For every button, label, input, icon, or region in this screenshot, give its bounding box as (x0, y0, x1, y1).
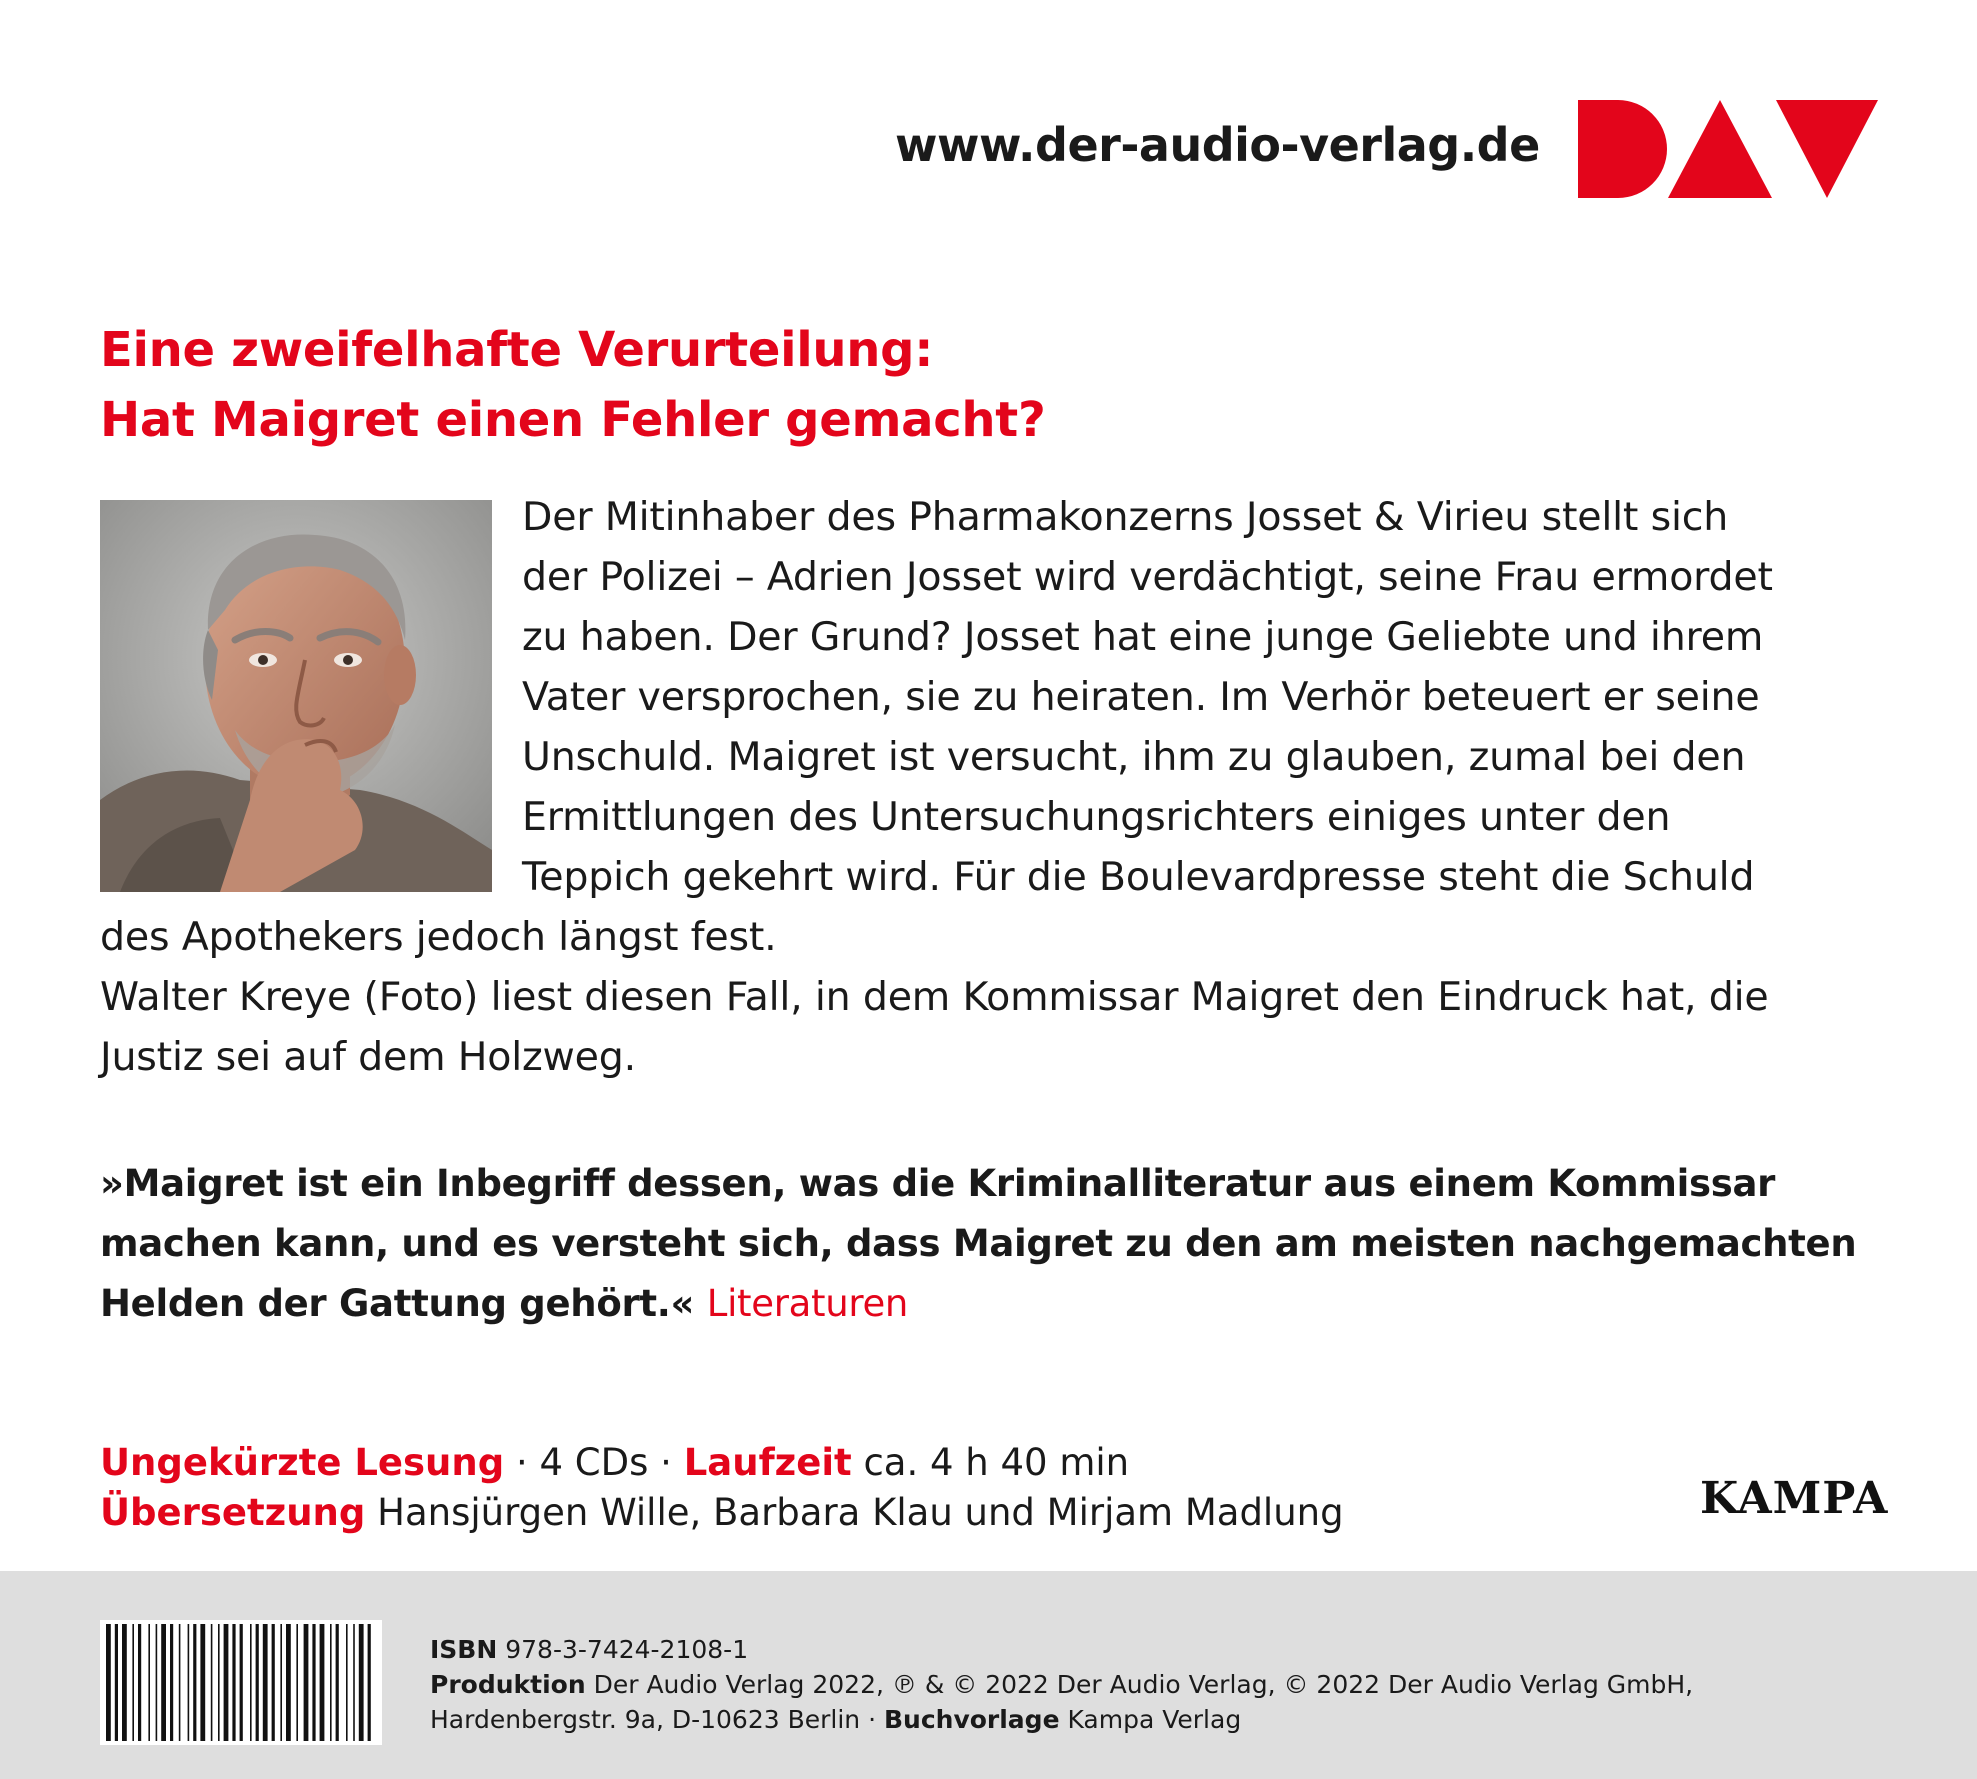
barcode-bar (280, 1624, 282, 1741)
uebersetzung-value: Hansjürgen Wille, Barbara Klau und Mirjam Madlung (365, 1491, 1344, 1534)
quote-text: Helden der Gattung gehört.« (100, 1282, 695, 1325)
dav-logo-d (1578, 100, 1667, 198)
translation-info (100, 1488, 1344, 1538)
body-line: Justiz sei auf dem Holzweg. (100, 1034, 636, 1080)
lesung-label: Ungekürzte Lesung (100, 1441, 505, 1484)
barcode-bar (122, 1624, 127, 1741)
barcode-bar (296, 1624, 298, 1741)
barcode-bar (132, 1624, 134, 1741)
body-line: Vater versprochen, sie zu heiraten. Im Verhör beteuert er seine (522, 674, 1760, 720)
barcode-bar (138, 1624, 141, 1741)
dav-logo-a (1668, 100, 1772, 198)
barcode-bar (250, 1624, 252, 1741)
barcode-bar (106, 1624, 111, 1741)
edition-info (100, 1438, 1129, 1488)
barcode-bar (188, 1624, 190, 1741)
barcode-bar (286, 1624, 291, 1741)
address: Hardenbergstr. 9a, D-10623 Berlin · (430, 1705, 884, 1734)
barcode-bar (193, 1624, 196, 1741)
publisher-url: www.der-audio-verlag.de (895, 118, 1540, 172)
cd-count: · 4 CDs · (504, 1441, 684, 1484)
headline-line-1: Eine zweifelhafte Verurteilung: (100, 322, 934, 378)
barcode-icon (100, 1620, 382, 1745)
headline-line-2: Hat Maigret einen Fehler gemacht? (100, 392, 1046, 448)
barcode-bar (330, 1624, 332, 1741)
barcode-bar (240, 1624, 243, 1741)
barcode-bar (336, 1624, 339, 1741)
barcode-bar (179, 1624, 181, 1741)
barcode-bar (170, 1624, 173, 1741)
barcode-bar (256, 1624, 259, 1741)
barcode-bar (161, 1624, 166, 1741)
body-line: Unschuld. Maigret ist versucht, ihm zu glauben, zumal bei den (522, 734, 1746, 780)
buchvorlage-label: Buchvorlage (883, 1705, 1060, 1734)
body-line: Teppich gekehrt wird. Für die Boulevardpresse steht die Schuld (522, 854, 1755, 900)
body-line: der Polizei – Adrien Josset wird verdächtigt, seine Frau ermordet (522, 554, 1773, 600)
quote-line-2: machen kann, und es versteht sich, dass Maigret zu den am meisten nachgemachten (100, 1222, 1857, 1265)
barcode-bar (224, 1624, 229, 1741)
quote-line-1: »Maigret ist ein Inbegriff dessen, was die Kriminalliteratur aus einem Kommissar (100, 1162, 1776, 1205)
barcode-bar (148, 1624, 150, 1741)
barcode-bar (368, 1624, 371, 1741)
body-line: Walter Kreye (Foto) liest diesen Fall, in dem Kommissar Maigret den Eindruck hat, die (100, 974, 1769, 1020)
barcode-bar (359, 1624, 364, 1741)
barcode-bar (312, 1624, 315, 1741)
dav-logo (1578, 100, 1878, 198)
uebersetzung-label: Übersetzung (100, 1491, 366, 1534)
barcode-bar (232, 1624, 235, 1741)
quote-line-3 (100, 1274, 908, 1334)
address-line (430, 1702, 1241, 1737)
quote-source: Literaturen (706, 1282, 909, 1325)
buchvorlage-value: Kampa Verlag (1059, 1705, 1242, 1734)
produktion-label: Produktion (430, 1670, 586, 1699)
barcode-bar (346, 1624, 348, 1741)
author-portrait-icon (100, 500, 492, 892)
barcode-bar (353, 1624, 355, 1741)
barcode-bar (211, 1624, 213, 1741)
body-line: Ermittlungen des Untersuchungsrichters einiges unter den (522, 794, 1671, 840)
laufzeit-value: ca. 4 h 40 min (851, 1441, 1130, 1484)
isbn-label: ISBN (430, 1635, 498, 1664)
isbn-line (430, 1632, 748, 1667)
produktion-line (430, 1667, 1693, 1702)
produktion-value: Der Audio Verlag 2022, ℗ & © 2022 Der Audio Verlag, © 2022 Der Audio Verlag GmbH, (585, 1670, 1694, 1699)
barcode-bar (263, 1624, 268, 1741)
isbn-value: 978-3-7424-2108-1 (497, 1635, 749, 1664)
body-line: des Apothekers jedoch längst fest. (100, 914, 777, 960)
barcode-bar (272, 1624, 275, 1741)
barcode-bar (320, 1624, 325, 1741)
body-line: Der Mitinhaber des Pharmakonzerns Josset & Virieu stellt sich (522, 494, 1729, 540)
dav-logo-v (1776, 100, 1878, 198)
barcode-bar (156, 1624, 158, 1741)
barcode-bar (218, 1624, 220, 1741)
laufzeit-label: Laufzeit (683, 1441, 852, 1484)
body-line: zu haben. Der Grund? Josset hat eine junge Geliebte und ihrem (522, 614, 1764, 660)
kampa-logo: KAMPA (1700, 1473, 1889, 1524)
barcode-bar (304, 1624, 309, 1741)
barcode-bar (200, 1624, 205, 1741)
barcode-bar (115, 1624, 118, 1741)
